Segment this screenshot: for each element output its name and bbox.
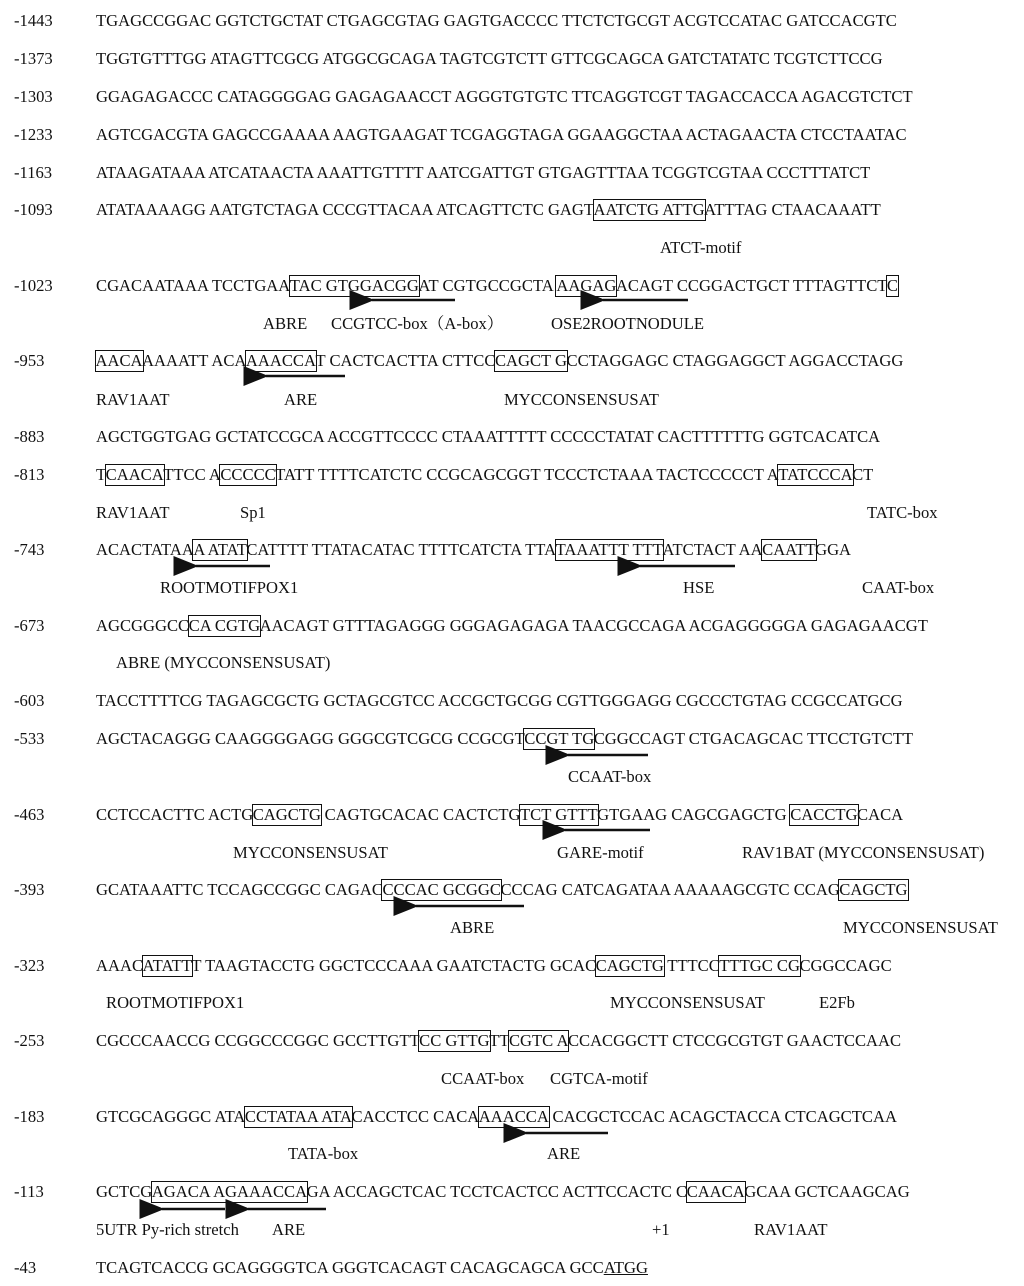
position-number: -1303 bbox=[14, 87, 53, 106]
position-number: -1163 bbox=[14, 163, 53, 182]
sequence-text bbox=[96, 161, 870, 185]
cis-element-box: CAACA bbox=[105, 465, 164, 484]
position-number: -463 bbox=[14, 805, 45, 824]
sequence-segment: CCCAG CATCAGATAA AAAAAGCGTC CCAG bbox=[500, 880, 840, 899]
sequence-text bbox=[96, 349, 903, 373]
sequence-text bbox=[96, 9, 897, 33]
sequence-segment: CACGCTCCAC ACAGCTACCA CTCAGCTCAA bbox=[548, 1107, 897, 1126]
sequence-text bbox=[96, 689, 903, 713]
cis-element-box: AATCTG ATTG bbox=[593, 200, 705, 219]
element-label: ARE bbox=[272, 1220, 306, 1239]
sequence-segment: AGTCGACGTA GAGCCGAAAA AAGTGAAGAT TCGAGGTAGA GGAAGGCTAA ACTAGAACTA CTCCTAATAC bbox=[96, 125, 907, 144]
position-number: -743 bbox=[14, 540, 45, 559]
sequence-segment: CACA bbox=[857, 805, 904, 824]
sequence-text bbox=[96, 198, 881, 222]
position-number: -673 bbox=[14, 616, 45, 635]
element-label: CGTCA-motif bbox=[550, 1069, 648, 1088]
sequence-segment: T CACTCACTTA CTTCC bbox=[315, 351, 496, 370]
sequence-text bbox=[96, 1256, 648, 1280]
position-number: -43 bbox=[14, 1258, 37, 1277]
element-label: CAAT-box bbox=[862, 578, 935, 597]
cis-element-box: CC GTTG bbox=[419, 1031, 490, 1050]
sequence-segment: AGCGGGCC bbox=[96, 616, 190, 635]
position-number: -1373 bbox=[14, 49, 53, 68]
position-number: -183 bbox=[14, 1107, 45, 1126]
element-label: +1 bbox=[652, 1220, 670, 1239]
sequence-text bbox=[96, 878, 907, 902]
cis-element-box: TAC GTGGACGG bbox=[289, 276, 419, 295]
sequence-segment: CT bbox=[852, 465, 874, 484]
sequence-segment: CAGTGCACAC CACTCTG bbox=[320, 805, 521, 824]
cis-element-box: TAAATTT TTT bbox=[555, 540, 663, 559]
sequence-text bbox=[96, 123, 907, 147]
cis-element-box: CAGCTG bbox=[839, 880, 908, 899]
cis-element-box: CAGCTG bbox=[595, 956, 664, 975]
cis-element-box: CA CGTG bbox=[188, 616, 261, 635]
position-number: -1093 bbox=[14, 200, 53, 219]
element-label: CCGTCC-box（A-box） bbox=[331, 314, 504, 333]
sequence-segment: TTTCC bbox=[663, 956, 720, 975]
sequence-segment: CCTCCACTTC ACTG bbox=[96, 805, 254, 824]
element-label: CCAAT-box bbox=[568, 767, 652, 786]
sequence-segment: CGGCCAGT CTGACAGCAC TTCCTGTCTT bbox=[593, 729, 913, 748]
sequence-text bbox=[96, 1180, 910, 1204]
sequence-segment: CATTTT TTATACATAC TTTTCATCTA TTA bbox=[246, 540, 557, 559]
position-number: -253 bbox=[14, 1031, 45, 1050]
element-label: GARE-motif bbox=[557, 843, 644, 862]
position-number: -883 bbox=[14, 427, 45, 446]
element-label: ROOTMOTIFPOX1 bbox=[160, 578, 299, 597]
position-number: -1233 bbox=[14, 125, 53, 144]
element-label: MYCCONSENSUSAT bbox=[233, 843, 388, 862]
sequence-segment: AT CGTGCCGCTA bbox=[418, 276, 557, 295]
sequence-segment: ACACTATAA bbox=[96, 540, 194, 559]
cis-element-box: CACCTG bbox=[790, 805, 858, 824]
sequence-segment: TTCC A bbox=[163, 465, 221, 484]
sequence-segment: ATATAAAAGG AATGTCTAGA CCCGTTACAA ATCAGTTCTC GAGT bbox=[96, 200, 595, 219]
sequence-segment: GA ACCAGCTCAC TCCTCACTCC ACTTCCACTC C bbox=[306, 1182, 688, 1201]
element-label: RAV1AAT bbox=[96, 503, 170, 522]
sequence-segment: GCTCG bbox=[96, 1182, 153, 1201]
element-label: ROOTMOTIFPOX1 bbox=[106, 993, 245, 1012]
sequence-segment: CCACGGCTT CTCCGCGTGT GAACTCCAAC bbox=[567, 1031, 902, 1050]
sequence-segment: TCAGTCACCG GCAGGGGTCA GGGTCACAGT CACAGCAGCA GCC bbox=[96, 1258, 604, 1277]
sequence-segment: T bbox=[96, 465, 107, 484]
position-number: -813 bbox=[14, 465, 45, 484]
element-label: ARE bbox=[284, 390, 318, 409]
sequence-text bbox=[96, 425, 880, 449]
sequence-segment: AGCTACAGGG CAAGGGGAGG GGGCGTCGCG CCGCGT bbox=[96, 729, 525, 748]
cis-element-box: AAACCA bbox=[478, 1107, 549, 1126]
cis-element-box: TCT GTTT bbox=[520, 805, 598, 824]
element-label: Sp1 bbox=[240, 503, 266, 522]
sequence-segment: ACAGT CCGGACTGCT TTTAGTTCT bbox=[615, 276, 888, 295]
element-label: RAV1BAT (MYCCONSENSUSAT) bbox=[742, 843, 985, 862]
sequence-segment: T TAAGTACCTG GGCTCCCAAA GAATCTACTG GCAC bbox=[191, 956, 597, 975]
sequence-segment: CGACAATAAA TCCTGAA bbox=[96, 276, 291, 295]
position-number: -953 bbox=[14, 351, 45, 370]
sequence-segment: GGA bbox=[815, 540, 852, 559]
position-number: -393 bbox=[14, 880, 45, 899]
position-number: -603 bbox=[14, 691, 45, 710]
element-label: MYCCONSENSUSAT bbox=[610, 993, 765, 1012]
sequence-segment: TGGTGTTTGG ATAGTTCGCG ATGGCGCAGA TAGTCGTCTT GTTCGCAGCA GATCTATATC TCGTCTTCCG bbox=[96, 49, 883, 68]
sequence-segment: ATTTAG CTAACAAATT bbox=[704, 200, 881, 219]
sequence-text bbox=[96, 538, 851, 562]
element-label: 5UTR Py-rich stretch bbox=[96, 1220, 239, 1239]
sequence-segment: GTCGCAGGGC ATA bbox=[96, 1107, 246, 1126]
position-number: -533 bbox=[14, 729, 45, 748]
cis-element-box: CCCCC bbox=[220, 465, 276, 484]
cis-element-box: C bbox=[886, 276, 898, 295]
sequence-segment: CGCCCAACCG CCGGCCCGGC GCCTTGTT bbox=[96, 1031, 420, 1050]
sequence-text bbox=[96, 274, 897, 298]
element-label: RAV1AAT bbox=[754, 1220, 828, 1239]
cis-element-box: CAATT bbox=[762, 540, 816, 559]
sequence-segment: GCATAAATTC TCCAGCCGGC CAGAC bbox=[96, 880, 383, 899]
sequence-text bbox=[96, 614, 928, 638]
cis-element-box: CAGCTG bbox=[252, 805, 321, 824]
sequence-segment: TGAGCCGGAC GGTCTGCTAT CTGAGCGTAG GAGTGACCCC TTCTCTGCGT ACGTCCATAC GATCCACGTC bbox=[96, 11, 897, 30]
element-label: ATCT-motif bbox=[660, 238, 742, 257]
cis-element-box: AAGAG bbox=[556, 276, 617, 295]
cis-element-box: CCCAC GCGGC bbox=[382, 880, 501, 899]
sequence-segment: AAAC bbox=[96, 956, 144, 975]
element-label: ABRE (MYCCONSENSUSAT) bbox=[116, 653, 331, 672]
sequence-segment: GTGAAG CAGCGAGCTG bbox=[597, 805, 791, 824]
element-label: ABRE bbox=[263, 314, 308, 333]
element-label: ARE bbox=[547, 1144, 581, 1163]
cis-element-box: AGACA AGAAACCA bbox=[151, 1182, 308, 1201]
cis-element-box: CCTATAA ATA bbox=[244, 1107, 353, 1126]
sequence-segment: CACCTCC CACA bbox=[351, 1107, 480, 1126]
sequence-segment: CGGCCAGC bbox=[799, 956, 892, 975]
position-number: -1443 bbox=[14, 11, 53, 30]
cis-element-box: ATATT bbox=[142, 956, 192, 975]
element-label: MYCCONSENSUSAT bbox=[843, 918, 998, 937]
sequence-segment: AACAGT GTTTAGAGGG GGGAGAGAGA TAACGCCAGA ACGAGGGGGA GAGAGAACGT bbox=[259, 616, 928, 635]
sequence-text bbox=[96, 1029, 901, 1053]
element-label: CCAAT-box bbox=[441, 1069, 525, 1088]
sequence-text bbox=[96, 727, 913, 751]
cis-element-box: TATCCCA bbox=[778, 465, 853, 484]
element-label: TATC-box bbox=[867, 503, 938, 522]
sequence-segment: GGAGAGACCC CATAGGGGAG GAGAGAACCT AGGGTGTGTC TTCAGGTCGT TAGACCACCA AGACGTCTCT bbox=[96, 87, 913, 106]
sequence-text bbox=[96, 803, 903, 827]
sequence-segment: TATT TTTTCATCTC CCGCAGCGGT TCCCTCTAAA TACTCCCCCT A bbox=[275, 465, 779, 484]
element-label: MYCCONSENSUSAT bbox=[504, 390, 659, 409]
position-number: -113 bbox=[14, 1182, 44, 1201]
sequence-segment: CCTAGGAGC CTAGGAGGCT AGGACCTAGG bbox=[566, 351, 904, 370]
sequence-segment: ATCTACT AA bbox=[662, 540, 763, 559]
sequence-segment: AGCTGGTGAG GCTATCCGCA ACCGTTCCCC CTAAATTTTT CCCCCTATAT CACTTTTTTG GGTCACATCA bbox=[96, 427, 881, 446]
element-label: RAV1AAT bbox=[96, 390, 170, 409]
sequence-segment: GCAA GCTCAAGCAG bbox=[744, 1182, 910, 1201]
element-label: OSE2ROOTNODULE bbox=[551, 314, 705, 333]
sequence-text bbox=[96, 954, 892, 978]
element-label: HSE bbox=[683, 578, 715, 597]
element-label: TATA-box bbox=[288, 1144, 359, 1163]
sequence-text bbox=[96, 1105, 897, 1129]
position-number: -323 bbox=[14, 956, 45, 975]
sequence-text bbox=[96, 463, 873, 487]
sequence-segment: TT bbox=[489, 1031, 510, 1050]
cis-element-box: CAGCT G bbox=[494, 351, 568, 370]
cis-element-box: CCGT TG bbox=[524, 729, 595, 748]
element-label: E2Fb bbox=[819, 993, 855, 1012]
sequence-text bbox=[96, 47, 883, 71]
cis-element-box: CAACA bbox=[686, 1182, 745, 1201]
sequence-text bbox=[96, 85, 913, 109]
cis-element-box: A ATAT bbox=[193, 540, 247, 559]
cis-element-box: AAACCA bbox=[245, 351, 316, 370]
sequence-segment: AAAATT ACA bbox=[142, 351, 247, 370]
sequence-segment: ATAAGATAAA ATCATAACTA AAATTGTTTT AATCGATTGT GTGAGTTTAA TCGGTCGTAA CCCTTTATCT bbox=[96, 163, 871, 182]
sequence-segment: TACCTTTTCG TAGAGCGCTG GCTAGCGTCC ACCGCTGCGG CGTTGGGAGG CGCCCTGTAG CCGCCATGCG bbox=[96, 691, 903, 710]
position-number: -1023 bbox=[14, 276, 53, 295]
cis-element-box: CGTC A bbox=[508, 1031, 569, 1050]
cis-element-box: TTTGC CG bbox=[719, 956, 800, 975]
start-codon: ATGG bbox=[603, 1258, 648, 1277]
cis-element-box: AACA bbox=[95, 351, 143, 370]
element-label: ABRE bbox=[450, 918, 495, 937]
